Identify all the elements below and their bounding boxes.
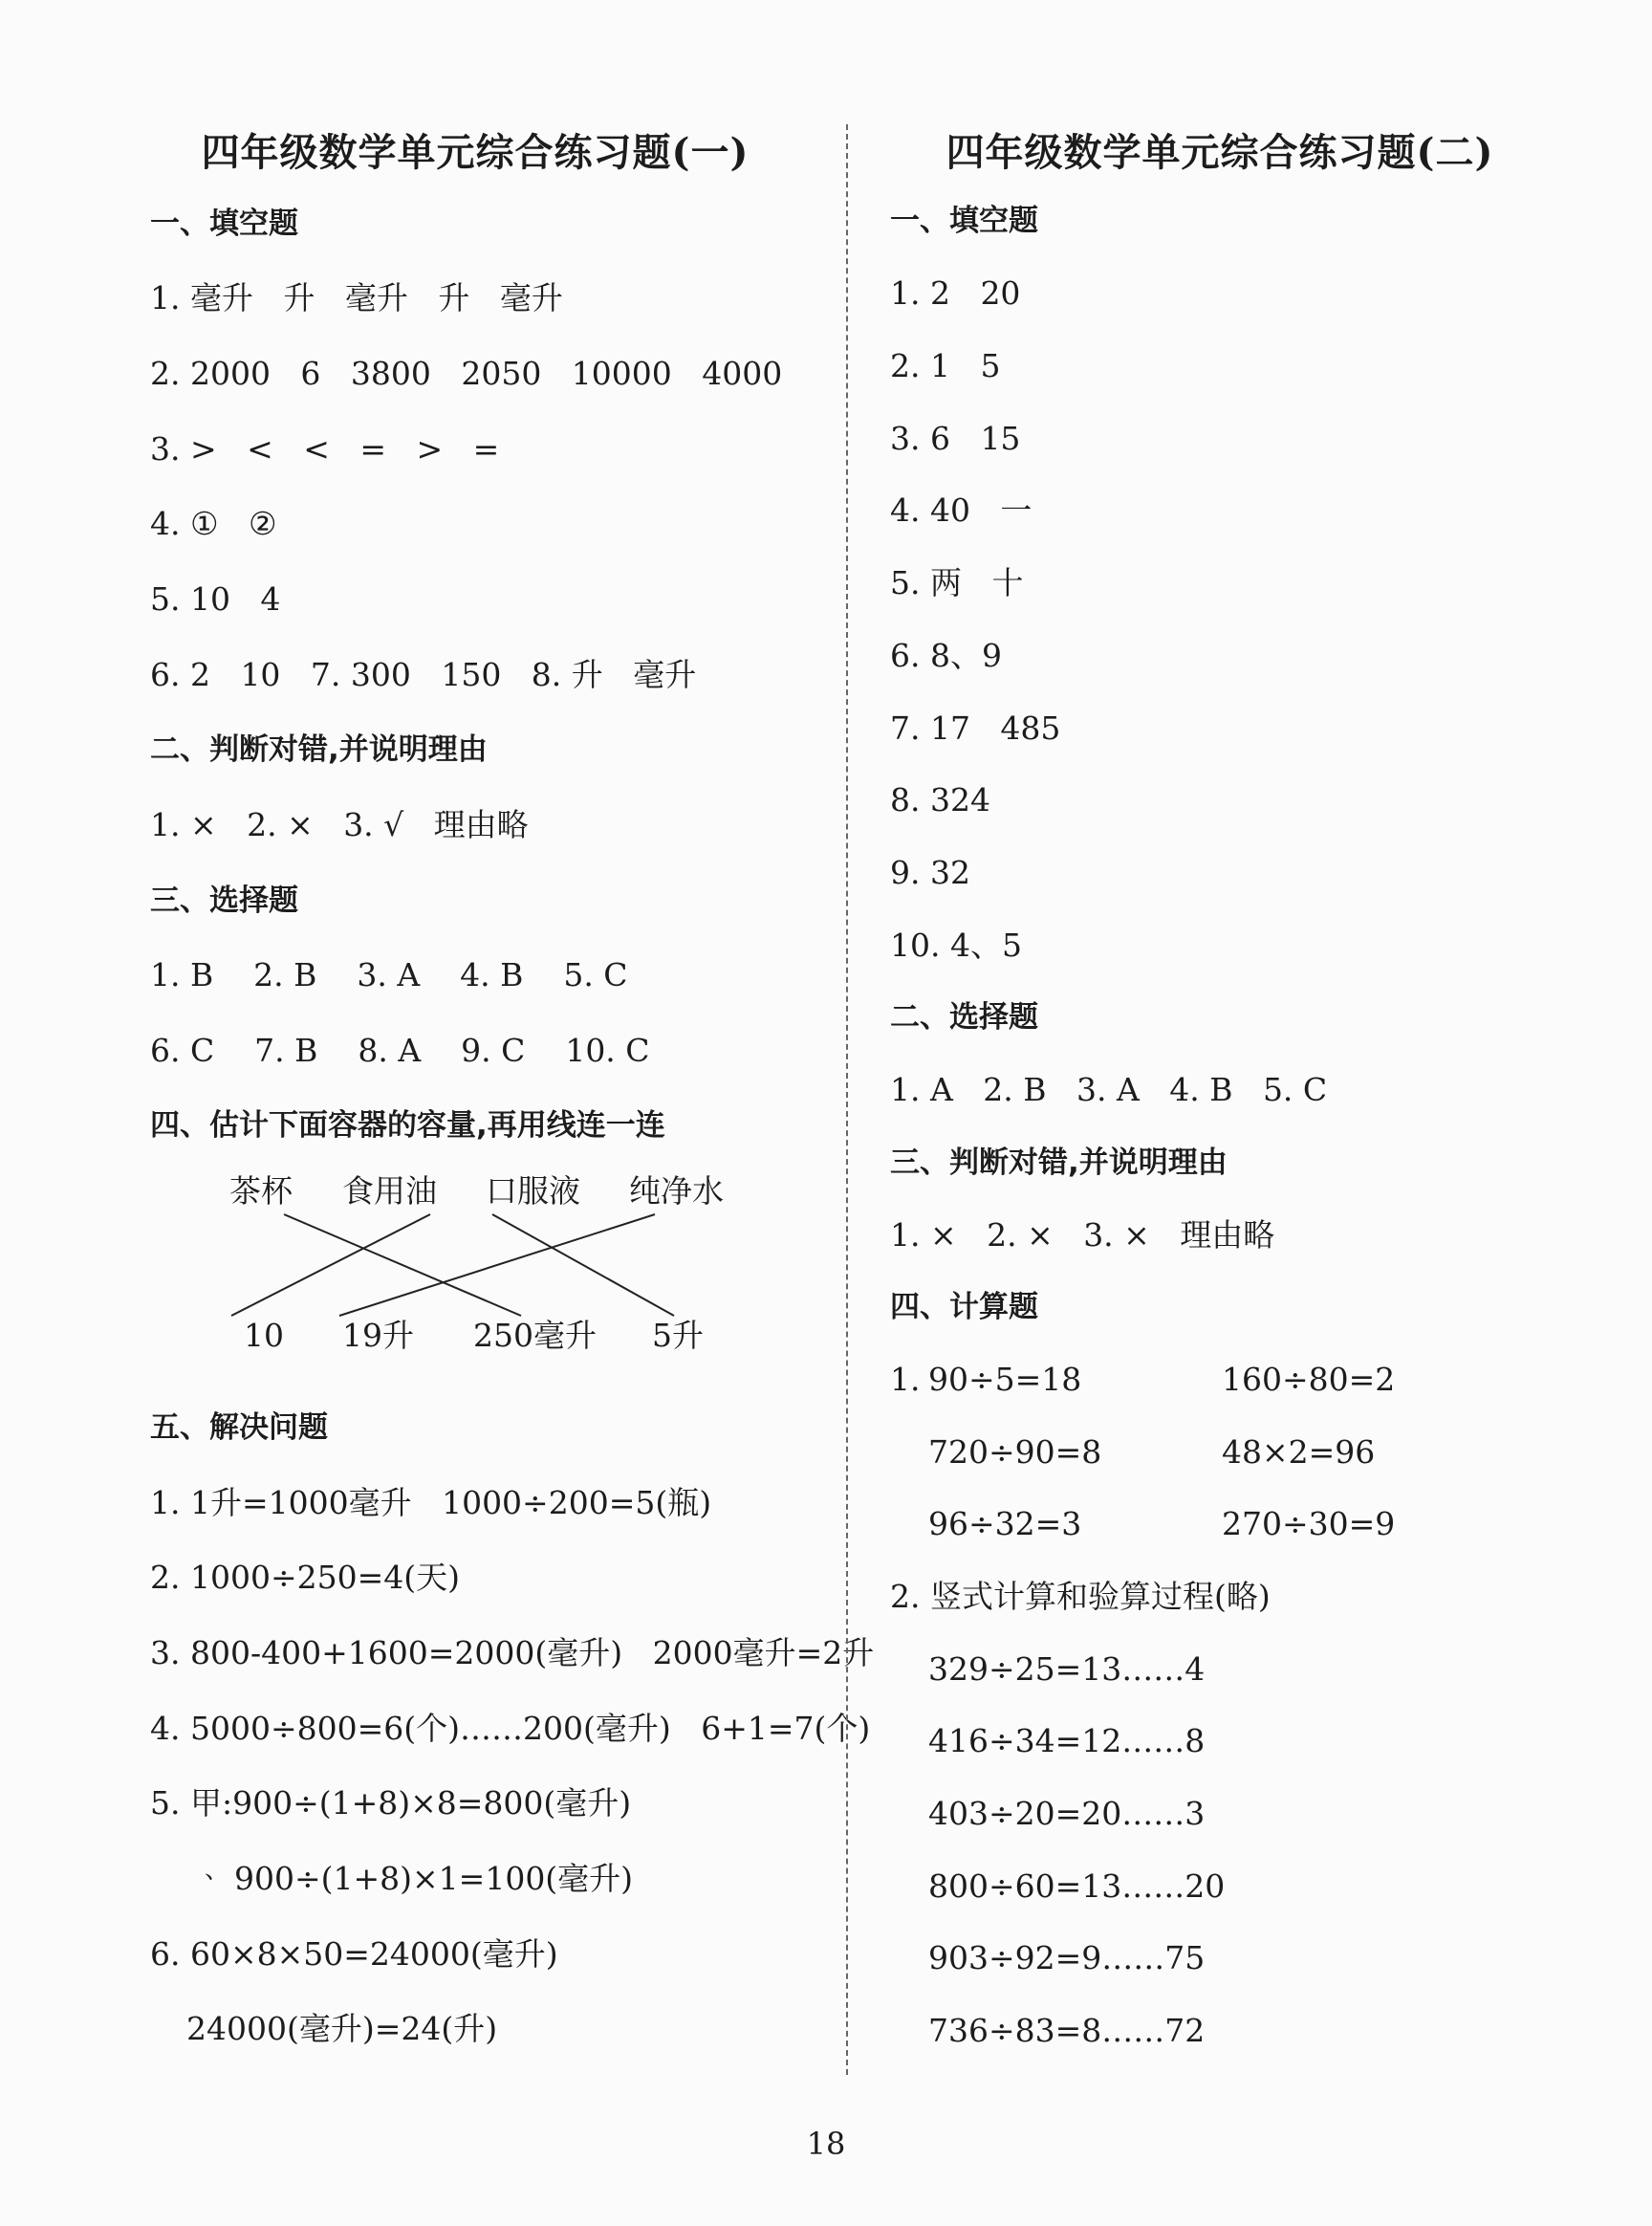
match-line-3 [492, 1214, 674, 1316]
match-bottom-10: 10 [244, 1317, 284, 1354]
left-solve-line-3: 3. 800-400+1600=2000(毫升) 2000毫升=2升 [150, 1634, 875, 1671]
left-fill-line-4: 4. ① ② [150, 505, 277, 542]
right-fill-line-4: 4. 40 一 [890, 491, 1032, 529]
left-fill-heading: 一、填空题 [150, 207, 298, 241]
match-top-pure-water: 纯净水 [629, 1172, 724, 1210]
left-choice-line-2: 6. C 7. B 8. A 9. C 10. C [150, 1032, 650, 1069]
right-fill-line-5: 5. 两 十 [890, 564, 1024, 601]
right-judge-line-1: 1. × 2. × 3. × 理由略 [890, 1216, 1275, 1254]
matching-diagram [215, 1168, 750, 1360]
left-solve-line-4: 4. 5000÷800=6(个)……200(毫升) 6+1=7(个) [150, 1710, 871, 1747]
left-choice-heading: 三、选择题 [150, 884, 298, 918]
page-number: 18 [806, 2126, 846, 2162]
match-bottom-5l: 5升 [652, 1317, 704, 1354]
left-title: 四年级数学单元综合练习题(一) [201, 130, 750, 175]
right-calc-q2-line-6: 736÷83=8……72 [928, 2012, 1206, 2049]
right-calc-q2-line-2: 416÷34=12……8 [928, 1722, 1206, 1759]
right-calc-q2-line-3: 403÷20=20……3 [928, 1795, 1206, 1832]
match-line-4 [339, 1214, 655, 1316]
right-calc-q2-line-5: 903÷92=9……75 [928, 1939, 1206, 1976]
right-calc-q1-label: 1. [890, 1361, 921, 1398]
column-divider [846, 124, 848, 2075]
right-fill-line-7: 7. 17 485 [890, 709, 1061, 747]
right-calc-q1-left-1: 90÷5=18 [928, 1361, 1082, 1398]
right-calc-q1-left-3: 96÷32=3 [928, 1505, 1082, 1542]
left-solve-line-1: 1. 1升=1000毫升 1000÷200=5(瓶) [150, 1484, 712, 1521]
left-judge-line-1: 1. × 2. × 3. √ 理由略 [150, 806, 529, 843]
right-fill-line-1: 1. 2 20 [890, 274, 1021, 312]
left-solve-line-8: 24000(毫升)=24(升) [186, 2010, 498, 2047]
left-solve-line-7: 6. 60×8×50=24000(毫升) [150, 1935, 558, 1973]
left-solve-heading: 五、解决问题 [150, 1410, 328, 1445]
right-choice-heading: 二、选择题 [890, 1000, 1038, 1035]
stray-mark: 、 [205, 1856, 230, 1885]
match-bottom-19l: 19升 [342, 1317, 414, 1354]
right-fill-line-2: 2. 1 5 [890, 347, 1001, 384]
right-calc-q2-line-1: 329÷25=13……4 [928, 1650, 1206, 1688]
right-judge-heading: 三、判断对错,并说明理由 [890, 1146, 1228, 1180]
right-fill-line-9: 9. 32 [890, 854, 970, 891]
left-fill-line-5: 5. 10 4 [150, 580, 281, 618]
right-calc-q1-right-3: 270÷30=9 [1222, 1505, 1396, 1542]
right-fill-line-6: 6. 8、9 [890, 637, 1002, 674]
match-top-tea-cup: 茶杯 [229, 1172, 293, 1210]
right-calc-q2-line-4: 800÷60=13……20 [928, 1867, 1226, 1905]
match-top-oral-liquid: 口服液 [486, 1172, 580, 1210]
right-calc-q1-right-2: 48×2=96 [1222, 1433, 1376, 1471]
left-fill-line-6: 6. 2 10 7. 300 150 8. 升 毫升 [150, 656, 697, 693]
left-fill-line-3: 3. > < < = > = [150, 430, 500, 468]
right-fill-line-8: 8. 324 [890, 781, 990, 818]
match-bottom-250ml: 250毫升 [473, 1317, 597, 1354]
right-fill-heading: 一、填空题 [890, 204, 1038, 238]
right-calc-heading: 四、计算题 [890, 1290, 1038, 1324]
right-title: 四年级数学单元综合练习题(二) [946, 130, 1494, 175]
left-fill-line-1: 1. 毫升 升 毫升 升 毫升 [150, 279, 563, 316]
left-solve-line-5: 5. 甲:900÷(1+8)×8=800(毫升) [150, 1784, 632, 1822]
left-solve-line-2: 2. 1000÷250=4(天) [150, 1559, 460, 1596]
right-fill-line-10: 10. 4、5 [890, 927, 1022, 964]
left-judge-heading: 二、判断对错,并说明理由 [150, 732, 488, 767]
match-top-cooking-oil: 食用油 [342, 1172, 437, 1210]
left-estimate-heading: 四、估计下面容器的容量,再用线连一连 [150, 1108, 665, 1143]
right-calc-q2-label: 2. 竖式计算和验算过程(略) [890, 1578, 1271, 1615]
left-choice-line-1: 1. B 2. B 3. A 4. B 5. C [150, 956, 628, 993]
left-solve-line-6: 900÷(1+8)×1=100(毫升) [234, 1860, 634, 1897]
right-calc-q1-right-1: 160÷80=2 [1222, 1361, 1396, 1398]
left-fill-line-2: 2. 2000 6 3800 2050 10000 4000 [150, 355, 783, 392]
right-choice-line-1: 1. A 2. B 3. A 4. B 5. C [890, 1071, 1328, 1108]
right-calc-q1-left-2: 720÷90=8 [928, 1433, 1102, 1471]
right-fill-line-3: 3. 6 15 [890, 420, 1021, 457]
